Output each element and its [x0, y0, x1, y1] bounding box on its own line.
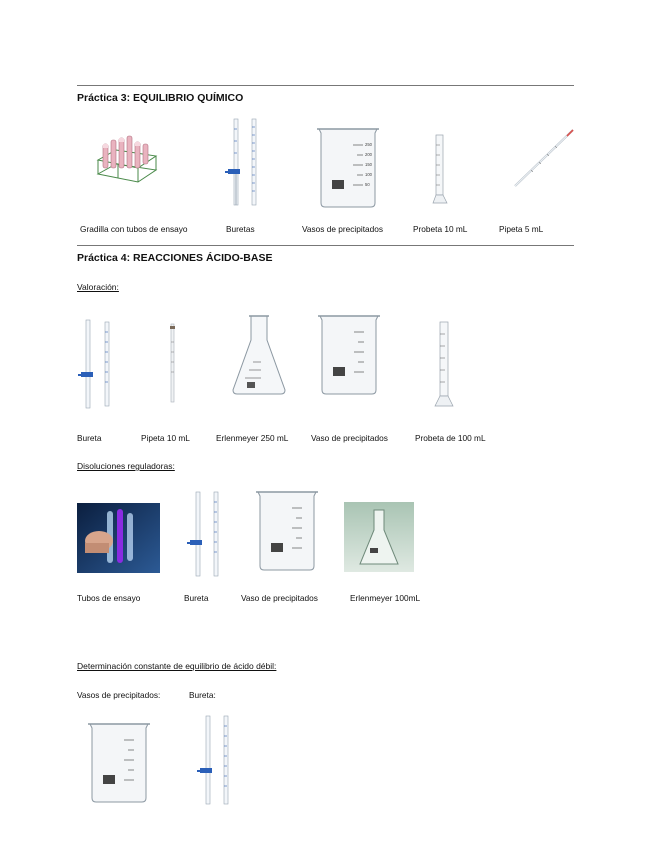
caption: Vaso de precipitados [241, 593, 318, 603]
beaker-mark: 250 [365, 142, 372, 147]
beaker-mark: 100 [365, 172, 372, 177]
beaker-image [314, 312, 384, 396]
caption: Erlenmeyer 250 mL [216, 433, 289, 443]
buret-image [194, 714, 234, 806]
pipette-image [166, 322, 180, 404]
caption: Bureta [77, 433, 102, 443]
test-tube-rack-image [94, 130, 160, 186]
buret-image [186, 490, 222, 578]
beaker-mark: 50 [365, 182, 370, 187]
erlenmeyer-flask-image [231, 312, 287, 396]
caption: Buretas [226, 224, 255, 234]
graduated-cylinder-image [433, 320, 455, 408]
beaker-image [313, 125, 383, 209]
caption: Probeta de 100 mL [415, 433, 486, 443]
caption: Pipeta 5 mL [499, 224, 544, 234]
buret-image [78, 318, 114, 410]
caption: Erlenmeyer 100mL [350, 593, 421, 603]
caption: Bureta [184, 593, 209, 603]
valoracion-heading: Valoración: [77, 282, 119, 292]
label: Bureta: [189, 690, 216, 700]
graduated-cylinder-image [431, 133, 449, 205]
caption: Pipeta 10 mL [141, 433, 190, 443]
caption: Vaso de precipitados [311, 433, 388, 443]
acido-debil-heading: Determinación constante de equilibrio de ácido débil: [77, 661, 277, 671]
reguladoras-heading: Disoluciones reguladoras: [77, 461, 175, 471]
beaker-mark: 200 [365, 152, 372, 157]
practica-3-title: Práctica 3: EQUILIBRIO QUÍMICO [77, 92, 244, 104]
caption: Tubos de ensayo [77, 593, 141, 603]
erlenmeyer-flask-photo [344, 502, 414, 572]
beaker-mark: 150 [365, 162, 372, 167]
caption: Vasos de precipitados [302, 224, 384, 234]
pipette-image [513, 128, 575, 190]
label: Vasos de precipitados: [77, 690, 161, 700]
section-divider [77, 85, 574, 86]
practica-4-title: Práctica 4: REACCIONES ÁCIDO-BASE [77, 252, 273, 264]
caption: Gradilla con tubos de ensayo [80, 224, 188, 234]
test-tubes-photo [77, 503, 160, 573]
beaker-image [252, 488, 322, 572]
caption: Probeta 10 mL [413, 224, 468, 234]
section-divider [77, 245, 574, 246]
buret-image [222, 117, 262, 207]
beaker-image [84, 720, 154, 804]
